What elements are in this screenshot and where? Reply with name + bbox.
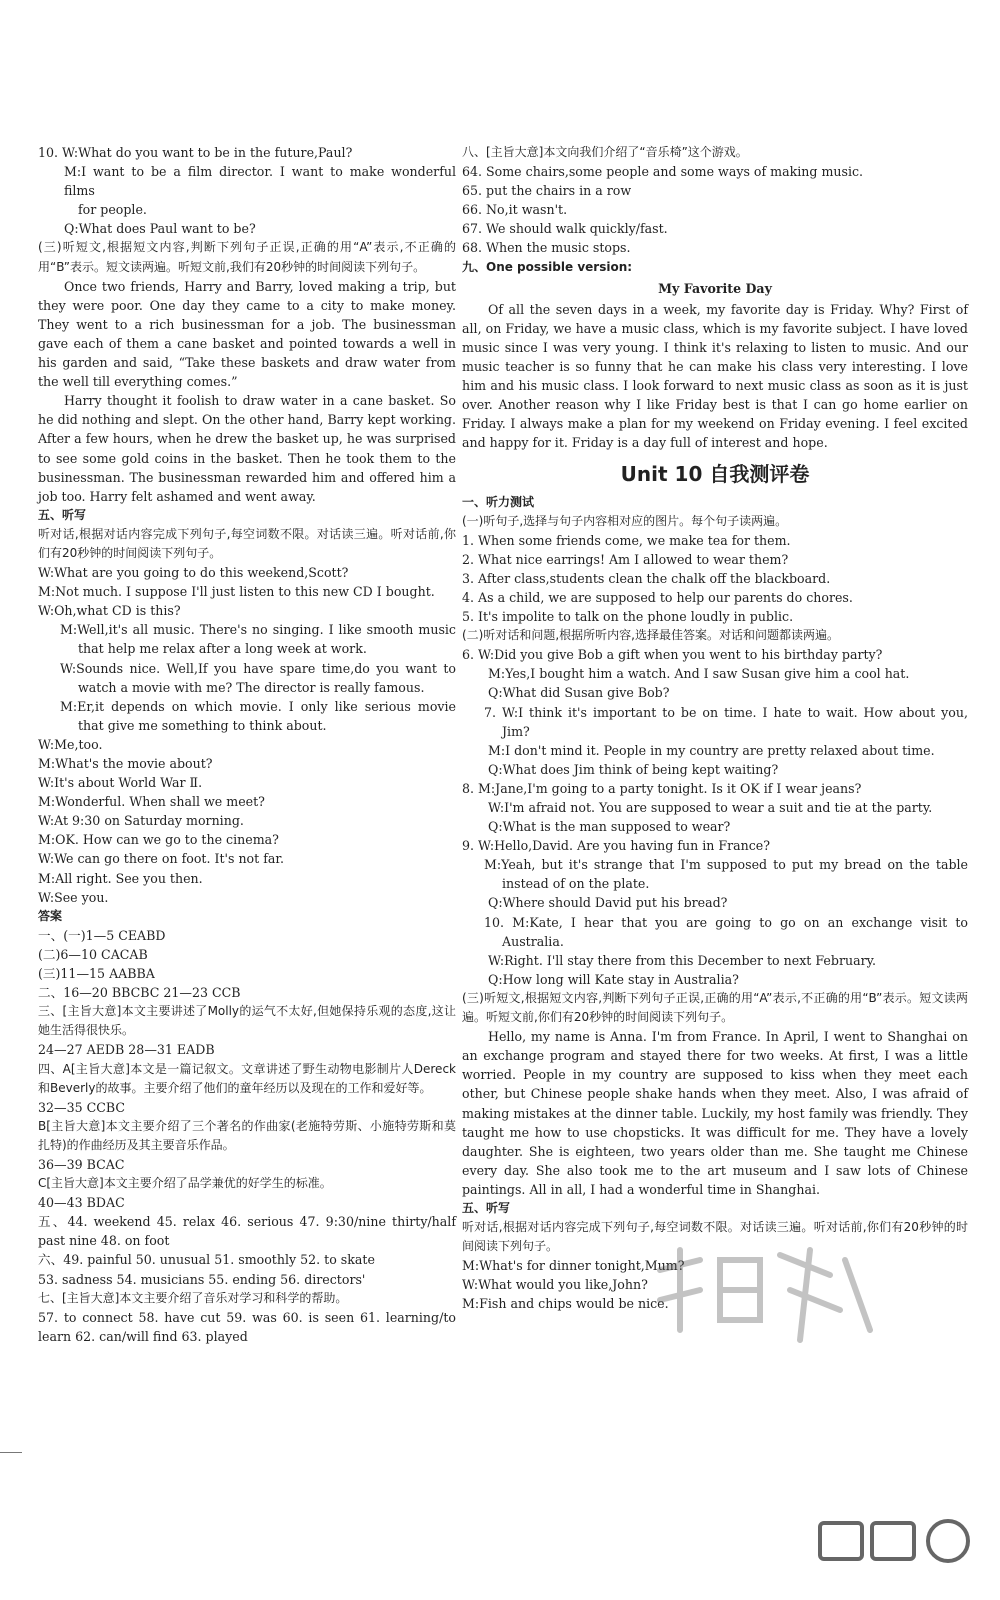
left-line: M:All right. See you then. xyxy=(38,870,203,886)
left-line: W:Sounds nice. Well,If you have spare time,do you want to watch a movie with me? The director is really famous. xyxy=(60,660,456,695)
left-line: C[主旨大意]本文主要介绍了品学兼优的好学生的标准。 xyxy=(38,1176,332,1191)
left-line: (二)6—10 CACAB xyxy=(38,946,148,962)
left-line: W:What are you going to do this weekend,Scott? xyxy=(38,565,349,581)
right-line: 五、听写 xyxy=(462,1200,511,1215)
right-line: Q:How long will Kate stay in Australia? xyxy=(488,971,739,987)
right-line: 4. As a child, we are supposed to help our parents do chores. xyxy=(462,589,853,605)
left-column xyxy=(38,143,456,1346)
left-line: for people. xyxy=(78,202,147,218)
right-column xyxy=(462,143,968,1314)
right-line: Q:Where should David put his bread? xyxy=(488,895,728,911)
right-line: Q:What is the man supposed to wear? xyxy=(488,819,731,835)
left-line: M:OK. How can we go to the cinema? xyxy=(38,832,279,848)
right-line: 10. M:Kate, I hear that you are going to go on an exchange visit to Australia. xyxy=(484,914,968,949)
left-line: 32—35 CCBC xyxy=(38,1099,126,1115)
left-line: 三、[主旨大意]本文主要讲述了Molly的运气不太好,但她保持乐观的态度,这让她生活得很快乐。 xyxy=(38,1004,456,1038)
right-line: W:I'm afraid not. You are supposed to wear a suit and tie at the party. xyxy=(488,800,933,815)
left-line: W:It's about World War Ⅱ. xyxy=(38,775,203,791)
left-line: W:Oh,what CD is this? xyxy=(38,603,181,619)
right-line: (三)听短文,根据短文内容,判断下列句子正误,正确的用“A”表示,不正确的用“B”表示。短文读两遍。听短文前,你们有20秒钟的时间阅读下列句子。 xyxy=(462,990,968,1025)
left-line: W:We can go there on foot. It's not far. xyxy=(38,851,285,867)
left-line: 57. to connect 58. have cut 59. was 60. is seen 61. learning/to learn 62. can/will find 63. played xyxy=(38,1309,456,1344)
right-line: 6. W:Did you give Bob a gift when you went to his birthday party? xyxy=(462,647,883,663)
right-line: (一)听句子,选择与句子内容相对应的图片。每个句子读两遍。 xyxy=(462,513,788,528)
right-line: 5. It's impolite to talk on the phone loudly in public. xyxy=(462,609,794,625)
right-line: Q:What does Jim think of being kept waiting? xyxy=(488,761,779,777)
left-line: 36—39 BCAC xyxy=(38,1156,125,1172)
left-line: W:At 9:30 on Saturday morning. xyxy=(38,813,244,829)
left-line: (三)11—15 AABBA xyxy=(38,966,155,982)
right-line: 8. M:Jane,I'm going to a party tonight. Is it OK if I wear jeans? xyxy=(462,780,862,796)
left-line: 听对话,根据对话内容完成下列句子,每空词数不限。对话读三遍。听对话前,你们有20秒钟的时间阅读下列句子。 xyxy=(38,526,456,560)
left-line: 六、49. painful 50. unusual 51. smoothly 52. to skate xyxy=(38,1252,375,1268)
left-line: B[主旨大意]本文主要介绍了三个著名的作曲家(老施特劳斯、小施特劳斯和莫扎特)的作曲经历及其主要音乐作品。 xyxy=(38,1118,456,1152)
left-line: 10. W:What do you want to be in the future,Paul? xyxy=(38,145,353,160)
right-line: 64. Some chairs,some people and some ways of making music. xyxy=(462,164,864,180)
right-line: M:Fish and chips would be nice. xyxy=(462,1296,669,1312)
right-line: W:What would you like,John? xyxy=(462,1277,648,1293)
right-line: Of all the seven days in a week, my favorite day is Friday. Why? First of all, on Friday, we have a music class, which is my favorite subject. I have loved music since I was very young. I think it's relaxing to listen to music. And our music teacher is so funny that he can make his class very interesting. I love him and his music class. I look forward to next music class as soon as it is just over. Another reason why I like Friday best is that I can go home earlier on Friday. I always make a plan for my weekend on Friday evening. I feel excited and happy for it. Friday is a day full of interest and hope. xyxy=(462,301,968,451)
site-logo-icon xyxy=(810,1515,990,1590)
left-line: M:Er,it depends on which movie. I only like serious movie that give me something to think about. xyxy=(60,698,456,733)
left-line: Q:What does Paul want to be? xyxy=(64,221,256,237)
right-line: M:Yes,I bought him a watch. And I saw Susan give him a cool hat. xyxy=(488,666,910,682)
left-line: 53. sadness 54. musicians 55. ending 56. directors' xyxy=(38,1271,366,1287)
left-line: Harry thought it foolish to draw water in a cane basket. So he did nothing and slept. On the other hand, Barry kept working. After a few hours, when he drew the basket up, he was surprised to see some gold coins in the basket. Then he took them to the businessman. The businessman rewarded him and offered him a job too. Harry felt ashamed and went away. xyxy=(38,393,456,504)
right-line: 九、One possible version: xyxy=(462,259,633,274)
left-line: 40—43 BDAC xyxy=(38,1195,125,1211)
right-line: 65. put the chairs in a row xyxy=(462,183,632,199)
right-line: W:Right. I'll stay there from this December to next February. xyxy=(488,952,877,968)
left-line: Once two friends, Harry and Barry, loved making a trip, but they were poor. One day they came to a city to make money. They went to a rich businessman for a job. The businessman gave each of them a cane basket and pointed towards a well in his garden and said, “Take these baskets and draw water from the well till everything comes.” xyxy=(38,278,456,390)
right-line: 7. W:I think it's important to be on time. I hate to wait. How about you, Jim? xyxy=(484,704,968,739)
right-line: 听对话,根据对话内容完成下列句子,每空词数不限。对话读三遍。听对话前,你们有20秒钟的时间阅读下列句子。 xyxy=(462,1220,968,1254)
left-line: 一、(一)1—5 CEABD xyxy=(38,927,166,943)
left-line: W:See you. xyxy=(38,889,109,905)
right-line: Unit 10 自我测评卷 xyxy=(620,461,810,486)
right-line: 66. No,it wasn't. xyxy=(462,202,568,218)
right-line: 一、听力测试 xyxy=(462,494,535,509)
right-line: 八、[主旨大意]本文向我们介绍了“音乐椅”这个游戏。 xyxy=(462,145,748,159)
right-line: My Favorite Day xyxy=(658,280,772,296)
left-line: (三)听短文,根据短文内容,判断下列句子正误,正确的用“A”表示,不正确的用“B”表示。短文读两遍。听短文前,我们有20秒钟的时间阅读下列句子。 xyxy=(38,240,456,274)
watermark-stamp xyxy=(640,1230,880,1350)
right-line: (二)听对话和问题,根据所听内容,选择最佳答案。对话和问题都读两遍。 xyxy=(462,628,839,643)
left-line: M:Wonderful. When shall we meet? xyxy=(38,794,265,810)
right-line: 9. W:Hello,David. Are you having fun in France? xyxy=(462,838,770,854)
left-line: 24—27 AEDB 28—31 EADB xyxy=(38,1042,215,1058)
left-line: W:Me,too. xyxy=(38,736,103,752)
left-line: 七、[主旨大意]本文主要介绍了音乐对学习和科学的帮助。 xyxy=(38,1290,348,1305)
left-line: 二、16—20 BBCBC 21—23 CCB xyxy=(38,985,241,1001)
left-line: 五、听写 xyxy=(38,507,87,522)
right-line: 68. When the music stops. xyxy=(462,240,631,256)
footer-rule xyxy=(0,1452,22,1453)
left-line: M:I want to be a film director. I want to make wonderful films xyxy=(64,164,456,199)
right-line: 1. When some friends come, we make tea for them. xyxy=(462,532,791,548)
right-line: Q:What did Susan give Bob? xyxy=(488,685,670,701)
right-line: M:Yeah, but it's strange that I'm supposed to put my bread on the table instead of on the plate. xyxy=(484,857,968,892)
right-line: M:I don't mind it. People in my country are pretty relaxed about time. xyxy=(488,742,935,758)
right-line: Hello, my name is Anna. I'm from France. In April, I went to Shanghai on an exchange program and stayed there for two weeks. At first, I was a little worried. People in my country are supposed to kiss when they meet each other, but Chinese people shake hands when they meet. Also, I was afraid of making mistakes at the dinner table. Luckily, my host family was friendly. They taught me how to use chopsticks. It was difficult for me. They have a lovely daughter. She is eighteen, two years older than me. She taught me Chinese every day. She also took me to the art museum and I saw lots of Chinese paintings. All in all, I had a wonderful time in Shanghai. xyxy=(462,1029,968,1197)
right-line: 3. After class,students clean the chalk off the blackboard. xyxy=(462,570,831,586)
left-line: 四、A[主旨大意]本文是一篇记叙文。文章讲述了野生动物电影制片人Dereck和Beverly的故事。主要介绍了他们的童年经历以及现在的工作和爱好等。 xyxy=(38,1061,456,1095)
right-line: 67. We should walk quickly/fast. xyxy=(462,221,668,237)
left-line: 答案 xyxy=(38,908,63,923)
left-line: M:Not much. I suppose I'll just listen to this new CD I bought. xyxy=(38,584,435,600)
right-line: M:What's for dinner tonight,Mum? xyxy=(462,1258,685,1274)
left-line: M:What's the movie about? xyxy=(38,756,213,771)
left-line: M:Well,it's all music. There's no singing. I like smooth music that help me relax after a long week at work. xyxy=(60,622,456,657)
left-line: 五、44. weekend 45. relax 46. serious 47. 9:30/nine thirty/half past nine 48. on foot xyxy=(38,1214,456,1249)
right-line: 2. What nice earrings! Am I allowed to wear them? xyxy=(462,551,789,567)
